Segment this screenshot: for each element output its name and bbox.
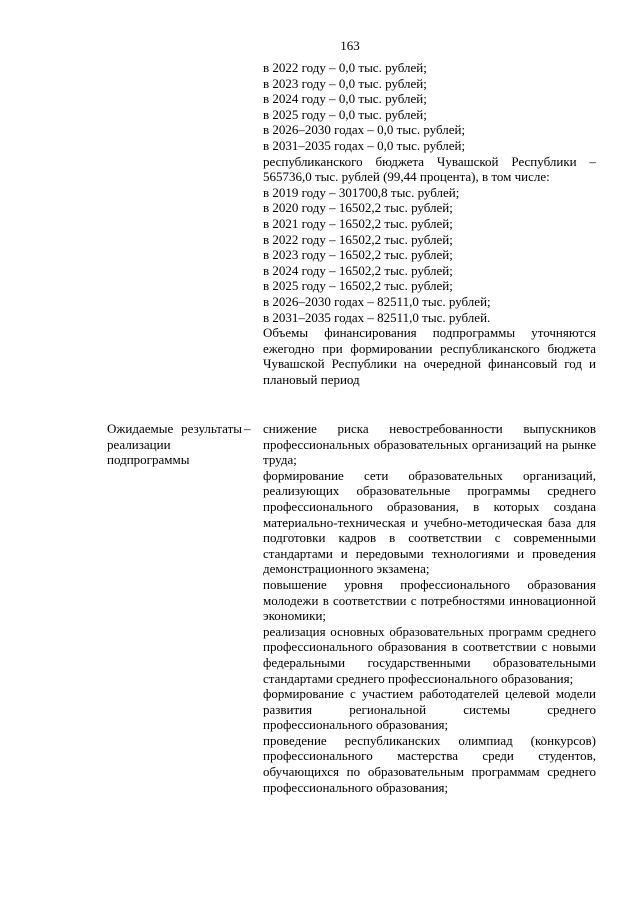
- funding-line-2024-b: в 2024 году – 16502,2 тыс. рублей;: [263, 262, 453, 278]
- funding-line-2026-2030-a: в 2026–2030 годах – 0,0 тыс. рублей;: [263, 122, 466, 138]
- funding-line-2021-b: в 2021 году – 16502,2 тыс. рублей;: [263, 215, 453, 231]
- funding-line-2022-a: в 2022 году – 0,0 тыс. рублей;: [263, 60, 427, 75]
- funding-line-2023-b: в 2023 году – 16502,2 тыс. рублей;: [263, 247, 453, 263]
- expected-results-block: [263, 421, 596, 795]
- funding-line-2031-2035-a: в 2031–2035 годах – 0,0 тыс. рублей;: [263, 137, 466, 153]
- funding-line-2025-b: в 2025 году – 16502,2 тыс. рублей;: [263, 278, 453, 294]
- funding-line-2019-b: в 2019 году – 301700,8 тыс. рублей;: [263, 184, 460, 200]
- label-dash: –: [244, 421, 251, 436]
- funding-line-2024-a: в 2024 году – 0,0 тыс. рублей;: [263, 91, 427, 107]
- republic-budget-paragraph: республиканского бюджета Чувашской Республики – 565736,0 тыс. рублей (99,44 процента), в том числе:: [263, 153, 596, 185]
- funding-line-2023-a: в 2023 году – 0,0 тыс. рублей;: [263, 75, 427, 91]
- funding-line-2020-b: в 2020 году – 16502,2 тыс. рублей;: [263, 200, 453, 216]
- result-item: формирование сети образовательных организаций, реализующих образовательные программы среднего профессионального образования, в которых создана материально-техническая и учебно-методическая база для подготовки кадров в соответствии с современными стандартами и передовыми технологиями и проведения демонстрационного экзамена;: [263, 467, 596, 577]
- result-item: снижение риска невостребованности выпускников профессиональных образовательных организаций на рынке труда;: [263, 421, 596, 468]
- funding-line-2031-2035-b: в 2031–2035 годах – 82511,0 тыс. рублей.: [263, 309, 491, 325]
- funding-closing-paragraph: Объемы финансирования подпрограммы уточняются ежегодно при формировании республиканского бюджета Чувашской Республики на очередной финансовый год и плановый период: [263, 325, 596, 387]
- page-number: 163: [340, 38, 360, 53]
- result-item: формирование с участием работодателей целевой модели развития региональной системы среднего профессионального образования;: [263, 686, 596, 733]
- funding-sources-block: [263, 60, 596, 387]
- expected-results-label: Ожидаемые результаты реализации подпрограммы: [107, 421, 242, 468]
- funding-line-2025-a: в 2025 году – 0,0 тыс. рублей;: [263, 106, 427, 122]
- funding-line-2022-b: в 2022 году – 16502,2 тыс. рублей;: [263, 231, 453, 247]
- result-item: повышение уровня профессионального образования молодежи в соответствии с потребностями инновационной экономики;: [263, 576, 596, 624]
- funding-line-2026-2030-b: в 2026–2030 годах – 82511,0 тыс. рублей;: [263, 293, 491, 309]
- result-item: реализация основных образовательных программ среднего профессионального образования в соответствии с новыми федеральными государственными образовательными стандартами среднего профессионального образования;: [263, 623, 596, 686]
- result-item: проведение республиканских олимпиад (конкурсов) профессионального мастерства среди студентов, обучающихся по образовательным программам среднего профессионального образования;: [263, 732, 596, 795]
